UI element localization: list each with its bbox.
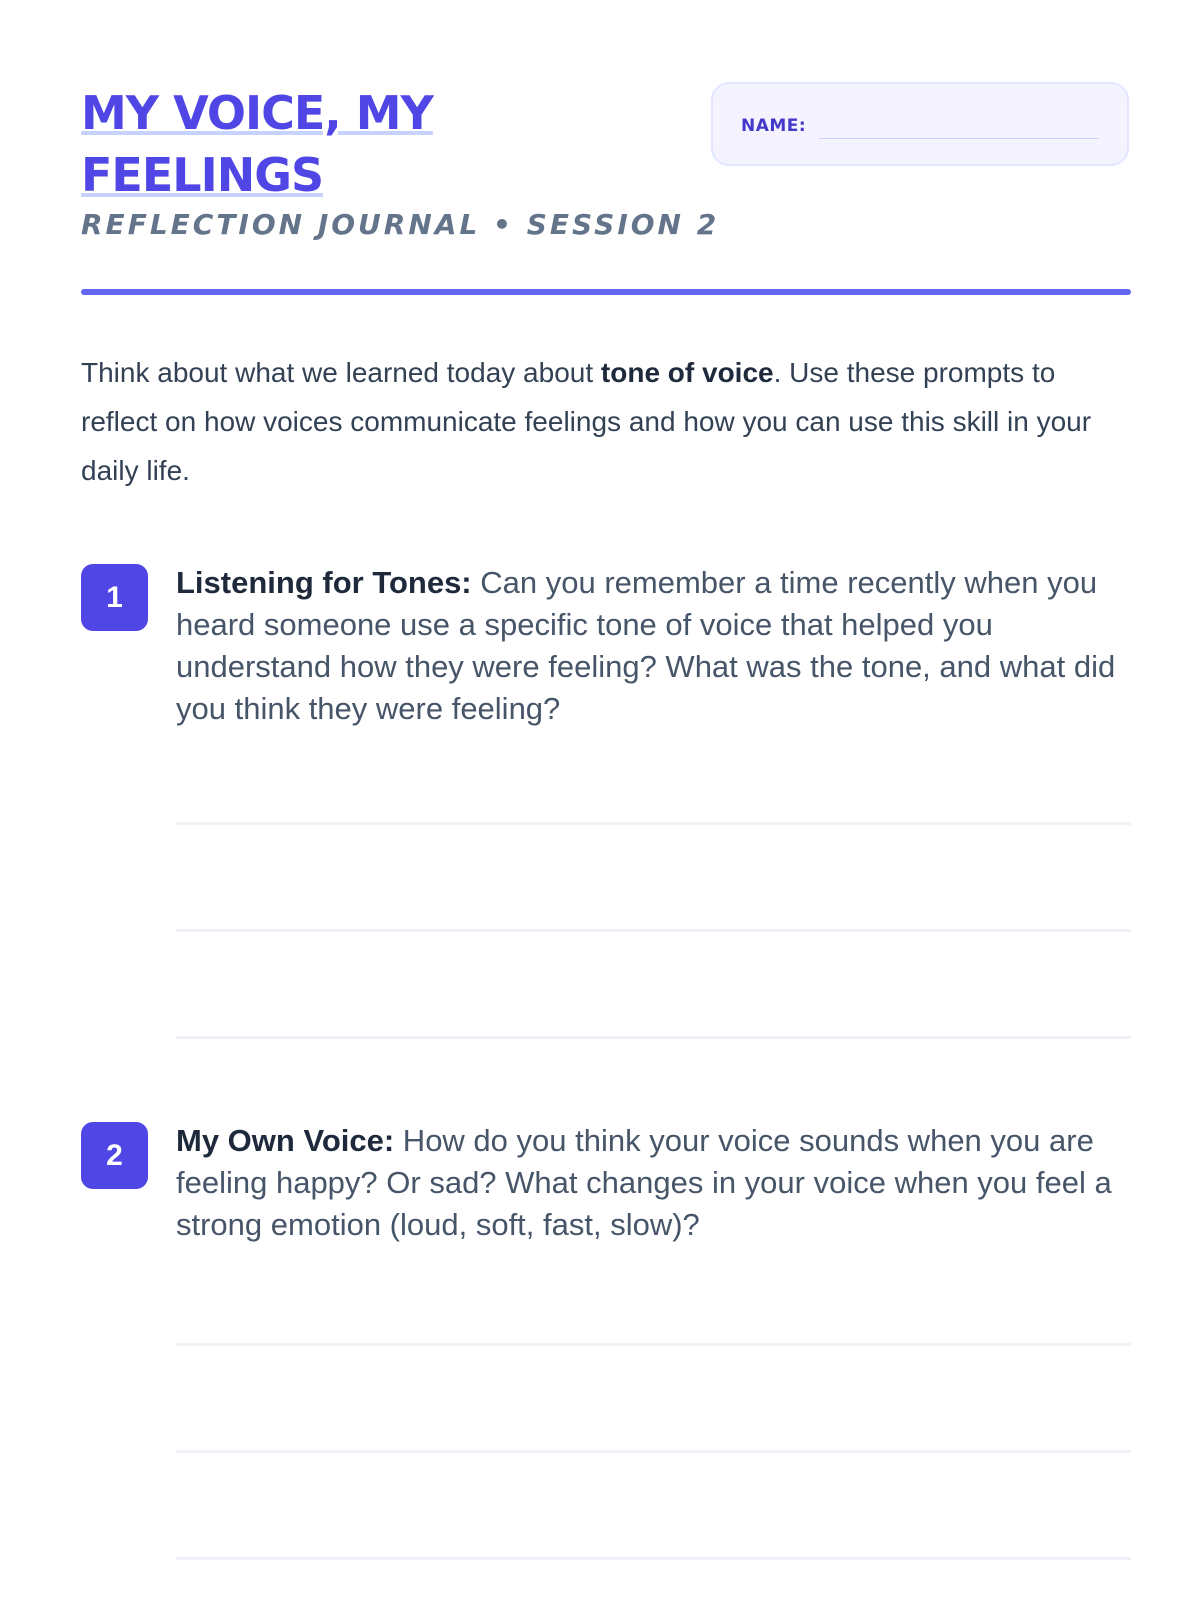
- intro-paragraph: [81, 348, 1131, 495]
- name-field[interactable]: [819, 138, 1099, 139]
- intro-text-after: . Use these prompts to reflect on how voices communicate feelings and how you can use this skill in your daily life.: [81, 357, 1092, 486]
- intro-text-before: Think about what we learned today about: [81, 357, 601, 388]
- question-prompt: [176, 562, 1131, 730]
- name-label: NAME:: [741, 116, 807, 136]
- intro-text-bold: tone of voice: [600, 357, 774, 388]
- header-divider: [81, 289, 1131, 295]
- answer-line[interactable]: [176, 1036, 1131, 1039]
- question-title: My Own Voice:: [176, 1123, 395, 1158]
- title-line-2: FEELINGS: [81, 148, 324, 202]
- question-title: Listening for Tones:: [176, 565, 472, 600]
- question-number-badge: 1: [81, 564, 148, 631]
- answer-line[interactable]: [176, 929, 1131, 932]
- answer-line[interactable]: [176, 1557, 1131, 1560]
- question-body: How do you think your voice sounds when you are feeling happy? Or sad? What changes in your voice when you feel a strong emotion (loud, soft, fast, slow)?: [176, 1123, 1112, 1242]
- page-title: [81, 82, 681, 206]
- page-subtitle: REFLECTION JOURNAL • SESSION 2: [81, 208, 720, 241]
- name-box: [711, 82, 1129, 166]
- header: [81, 0, 1131, 300]
- answer-line[interactable]: [176, 1450, 1131, 1453]
- worksheet-page: [81, 0, 1131, 1600]
- answer-line[interactable]: [176, 1343, 1131, 1346]
- title-line-1: MY VOICE, MY: [81, 86, 433, 140]
- answer-line[interactable]: [176, 822, 1131, 825]
- question-prompt: [176, 1120, 1131, 1246]
- question-body: Can you remember a time recently when you heard someone use a specific tone of voice that helped you understand how they were feeling? What was the tone, and what did you think they were feeling?: [176, 565, 1116, 726]
- question-number-badge: 2: [81, 1122, 148, 1189]
